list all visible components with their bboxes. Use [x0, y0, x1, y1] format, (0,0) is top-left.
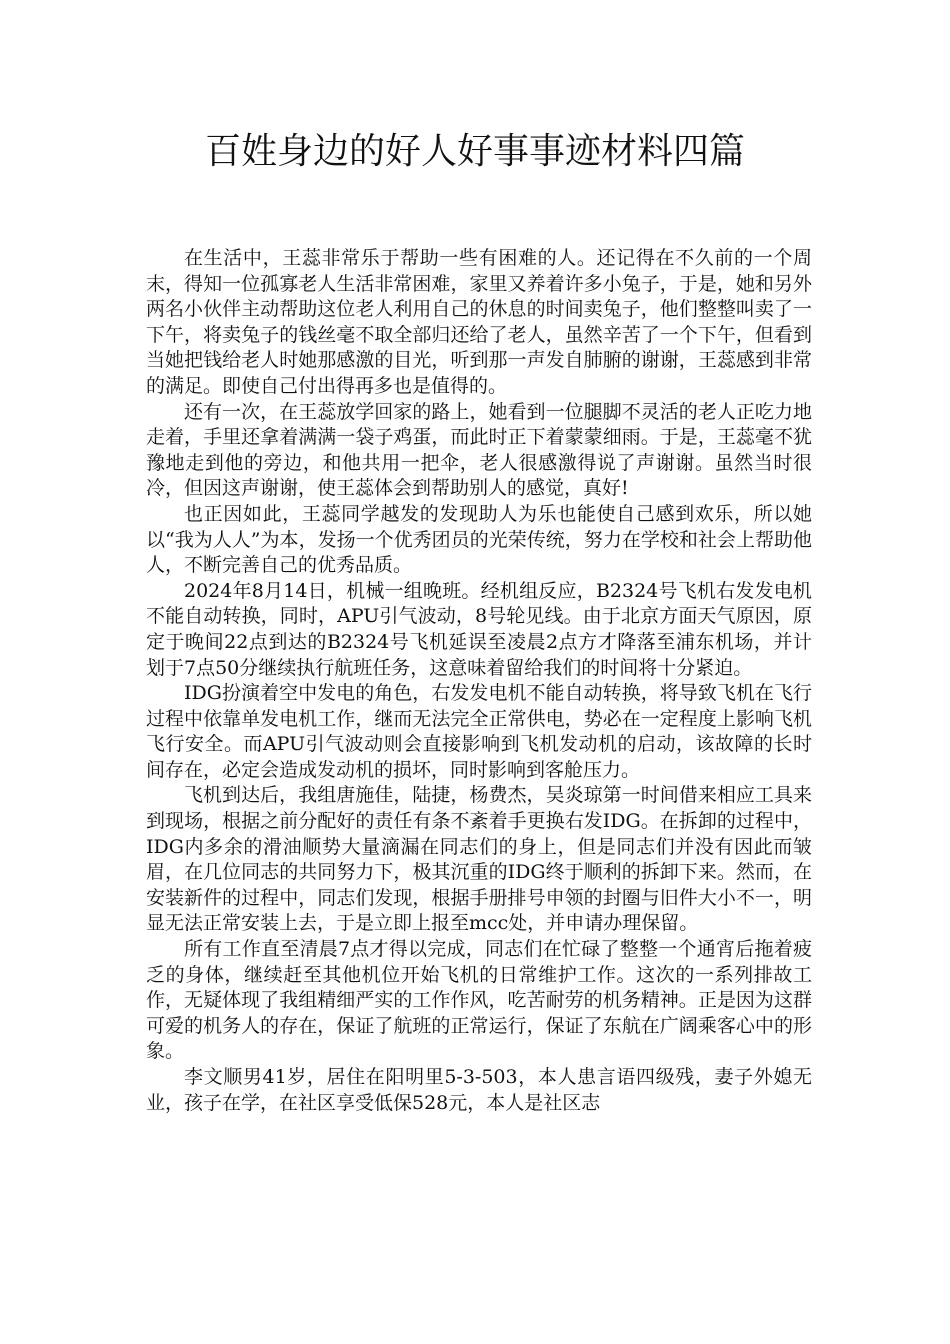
- paragraph-4: 2024年8月14日，机械一组晚班。经机组反应，B2324号飞机右发发电机不能自动转换，同时，APU引气波动，8号轮见线。由于北京方面天气原因，原定于晚间22点到达的B2324号飞机延误至凌晨2点方才降落至浦东机场，并计划于7点50分继续执行航班任务，这意味着留给我们的时间将十分紧迫。: [146, 579, 812, 679]
- paragraph-8: 李文顺男41岁，居住在阳明里5-3-503，本人患言语四级残，妻子外媳无业，孩子在学，在社区享受低保528元，本人是社区志: [146, 1066, 812, 1114]
- paragraph-1: 在生活中，王蕊非常乐于帮助一些有困难的人。还记得在不久前的一个周末，得知一位孤寡老人生活非常困难，家里又养着许多小兔子，于是，她和另外两名小伙伴主动帮助这位老人利用自己的休息的时间卖兔子，他们整整叫卖了一下午，将卖兔子的钱丝毫不取全部归还给了老人，虽然辛苦了一个下午，但看到当她把钱给老人时她那感激的目光，听到那一声发自肺腑的谢谢，王蕊感到非常的满足。即使自己付出得再多也是值得的。: [146, 247, 812, 397]
- paragraph-7: 所有工作直至清晨7点才得以完成，同志们在忙碌了整整一个通宵后拖着疲乏的身体，继续赶至其他机位开始飞机的日常维护工作。这次的一系列排故工作，无疑体现了我组精细严实的工作作风，吃苦耐劳的机务精神。正是因为这群可爱的机务人的存在，保证了航班的正常运行，保证了东航在广阔乘客心中的形象。: [146, 938, 812, 1063]
- paragraph-5: IDG扮演着空中发电的角色，右发发电机不能自动转换，将导致飞机在飞行过程中依靠单发电机工作，继而无法完全正常供电，势必在一定程度上影响飞机飞行安全。而APU引气波动则会直接影响到飞机发动机的启动，该故障的长时间存在，必定会造成发动机的损坏，同时影响到客舱压力。: [146, 682, 812, 781]
- paragraph-6: 飞机到达后，我组唐施佳，陆捷，杨费杰，吴炎琼第一时间借来相应工具来到现场，根据之前分配好的责任有条不紊着手更换右发IDG。在拆卸的过程中，IDG内多余的滑油顺势大量滴漏在同志们的身上，但是同志们并没有因此而皱眉，在几位同志的共同努力下，极其沉重的IDG终于顺利的拆卸下来。然而，在安装新件的过程中，同志们发现，根据手册排号申领的封圈与旧件大小不一，明显无法正常安装上去，于是立即上报至mcc处，并申请办理保留。: [146, 784, 812, 935]
- page-title: 百姓身边的好人好事事迹材料四篇: [204, 131, 745, 172]
- paragraph-2: 还有一次，在王蕊放学回家的路上，她看到一位腿脚不灵活的老人正吃力地走着，手里还拿着满满一袋子鸡蛋，而此时正下着蒙蒙细雨。于是，王蕊毫不犹豫地走到他的旁边，和他共用一把伞，老人很感激得说了声谢谢。虽然当时很冷，但因这声谢谢，使王蕊体会到帮助别人的感觉，真好!: [146, 400, 812, 500]
- paragraph-3: 也正因如此，王蕊同学越发的发现助人为乐也能使自己感到欢乐，所以她以“我为人人”为本，发扬一个优秀团员的光荣传统，努力在学校和社会上帮助他人，不断完善自己的优秀品质。: [146, 502, 812, 577]
- document-body: [146, 246, 812, 1116]
